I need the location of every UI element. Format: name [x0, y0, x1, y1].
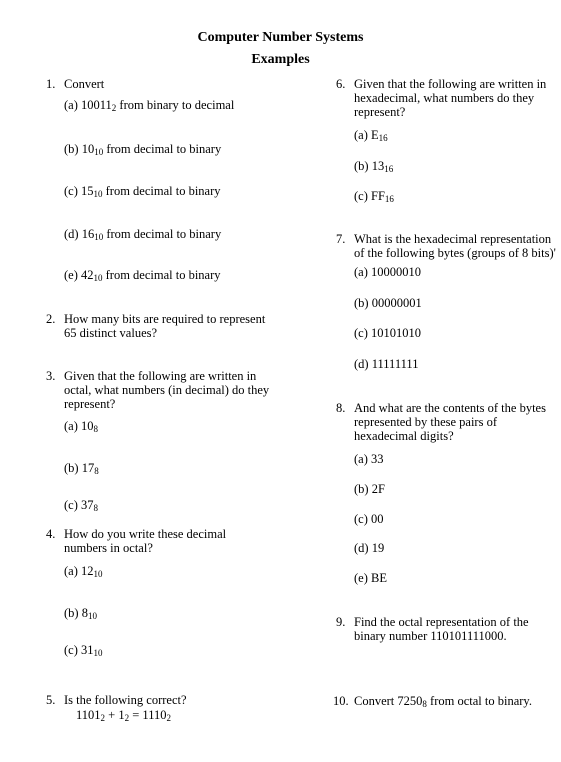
page-title: Computer Number Systems — [197, 30, 364, 45]
answer-item-b: (b) $10_{10}$ from decimal to binary — [64, 142, 222, 157]
answer-item-a: (a) $10011_2$ from binary to decimal — [64, 98, 235, 113]
question-number: 9. — [336, 615, 346, 629]
question-number: 3. — [46, 369, 56, 383]
question-text: How many bits are required to represent 65 distinct values? — [64, 312, 266, 340]
answer-item-d: (d) 19 — [354, 541, 385, 555]
answer-item-a: (a) $E_{16}$ — [354, 128, 388, 143]
equation: $1101_2 + 1_2 = 1110_2$ — [76, 708, 171, 723]
answer-item-a: (a) 33 — [354, 452, 384, 466]
question-text: What is the hexadecimal representation of the following bytes (groups of 8 bits)' — [354, 232, 556, 260]
answer-item-c: (c) $FF_{16}$ — [354, 189, 394, 204]
question-text: Find the octal representation of the binary number 110101111000. — [354, 615, 529, 643]
answer-item-e: (e) $42_{10}$ from decimal to binary — [64, 268, 221, 283]
answer-item-b: (b) $8_{10}$ — [64, 606, 97, 621]
question-text: Given that the following are written in octal, what numbers (in decimal) do they represent? — [64, 369, 270, 411]
question-text: Convert $7250_8$ from octal to binary. — [354, 694, 532, 709]
answer-item-e: (e) BE — [354, 571, 387, 585]
answer-item-a: (a) 10000010 — [354, 265, 421, 279]
answer-item-b: (b) $13_{16}$ — [354, 159, 394, 174]
question-text: Given that the following are written in hexadecimal, what numbers do they represent? — [354, 77, 547, 119]
question-number: 6. — [336, 77, 346, 91]
answer-item-b: (b) $17_8$ — [64, 461, 99, 476]
answer-item-c: (c) 10101010 — [354, 326, 421, 340]
question-number: 10. — [333, 694, 349, 708]
answer-item-c: (c) $15_{10}$ from decimal to binary — [64, 184, 221, 199]
answer-item-a: (a) $12_{10}$ — [64, 564, 103, 579]
answer-item-a: (a) $10_8$ — [64, 419, 98, 434]
question-text: And what are the contents of the bytes represented by these pairs of hexadecimal digits? — [354, 401, 546, 443]
answer-item-d: (d) $16_{10}$ from decimal to binary — [64, 227, 222, 242]
question-number: 2. — [46, 312, 56, 326]
question-text: Convert — [64, 77, 105, 91]
question-text: Is the following correct? — [64, 693, 187, 707]
question-number: 5. — [46, 693, 56, 707]
question-number: 4. — [46, 527, 56, 541]
answer-item-b: (b) 2F — [354, 482, 385, 496]
answer-item-d: (d) 11111111 — [354, 357, 419, 371]
question-text: How do you write these decimal numbers in octal? — [64, 527, 227, 555]
question-number: 1. — [46, 77, 56, 91]
answer-item-c: (c) $31_{10}$ — [64, 643, 103, 658]
answer-item-c: (c) 00 — [354, 512, 384, 526]
answer-item-c: (c) $37_8$ — [64, 498, 98, 513]
question-number: 7. — [336, 232, 346, 246]
question-number: 8. — [336, 401, 346, 415]
page-subtitle: Examples — [251, 52, 310, 67]
answer-item-b: (b) 00000001 — [354, 296, 422, 310]
